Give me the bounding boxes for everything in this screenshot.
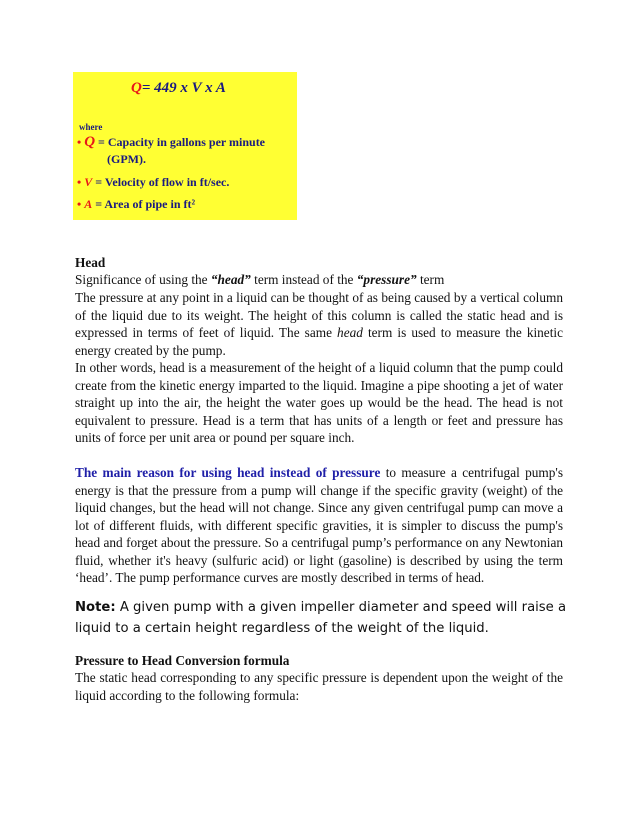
symbol-q: Q	[84, 134, 96, 150]
significance-line	[75, 271, 444, 289]
definition-q	[77, 136, 265, 149]
symbol-a: A	[84, 197, 93, 211]
definition-a-text: = Area of pipe in ft²	[92, 197, 196, 211]
head-heading: Head	[75, 255, 106, 270]
paragraph-static-head-text-a: The pressure at any point in a liquid can be thought of as being caused by a vertical column of the liquid due to its weight. The height of this column is called the static head and is expressed in terms of feet of liquid. The same	[75, 290, 563, 340]
paragraph-head-definition: In other words, head is a measurement of the height of a liquid column that the pump could create from the kinetic energy imparted to the liquid. Imagine a pipe shooting a jet of water straight up into the air, the height the water goes up would be the head. The head is not equivalent to pressure. Head is a term that has units of a length or feet and pressure has units of force per unit area or pound per square inch.	[75, 360, 563, 445]
significance-prefix: Significance of using the	[75, 272, 211, 287]
paragraph-main-reason	[75, 464, 563, 587]
symbol-v: V	[84, 175, 93, 189]
definition-q-unit: (GPM).	[107, 152, 146, 166]
formula-expression: = 449 x V x A	[141, 80, 226, 96]
significance-middle: term instead of the	[250, 272, 357, 287]
bullet-icon: •	[77, 197, 82, 211]
note-label: Note:	[75, 600, 116, 615]
definition-v-text: = Velocity of flow in ft/sec.	[92, 175, 230, 189]
term-head: “head”	[210, 272, 251, 287]
paragraph-static-head	[75, 289, 563, 359]
main-reason-text: to measure a centrifugal pump's energy is that the pressure from a pump will change if the specific gravity (weight) of the liquid changes, but the head will not change. Since any given centrifugal pump can move a lot of different fluids, with different specific gravities, it is simpler to discuss the pump's head and forget about the pressure. So a centrifugal pump’s performance on any Newtonian fluid, whether it's heavy (sulfuric acid) or light (gasoline) is described by using the term ‘head’. The pump performance curves are mostly described in terms of head.	[75, 465, 563, 585]
definition-v	[77, 176, 229, 189]
formula-q-symbol: Q	[131, 80, 142, 96]
where-label: where	[79, 122, 103, 132]
conversion-paragraph: The static head corresponding to any specific pressure is dependent upon the weight of the liquid according to the following formula:	[75, 670, 563, 703]
definition-q-text: = Capacity in gallons per minute	[95, 135, 266, 149]
formula-capacity	[131, 80, 226, 97]
bullet-icon: •	[77, 175, 82, 189]
note-text: A given pump with a given impeller diameter and speed will raise a liquid to a certain height regardless of the weight of the liquid.	[75, 600, 567, 636]
formula-figure	[73, 72, 297, 220]
main-reason-lead: The main reason for using head instead of pressure	[75, 465, 381, 480]
significance-suffix: term	[416, 272, 445, 287]
note-block	[75, 598, 575, 639]
paragraph-static-head-text-b: term is used to measure the kinetic energy created by the pump.	[75, 325, 564, 358]
paragraph-static-head-term: head	[337, 325, 363, 340]
bullet-icon: •	[77, 135, 82, 149]
conversion-heading: Pressure to Head Conversion formula	[75, 653, 290, 668]
term-pressure: “pressure”	[356, 272, 417, 287]
definition-a	[77, 198, 195, 211]
